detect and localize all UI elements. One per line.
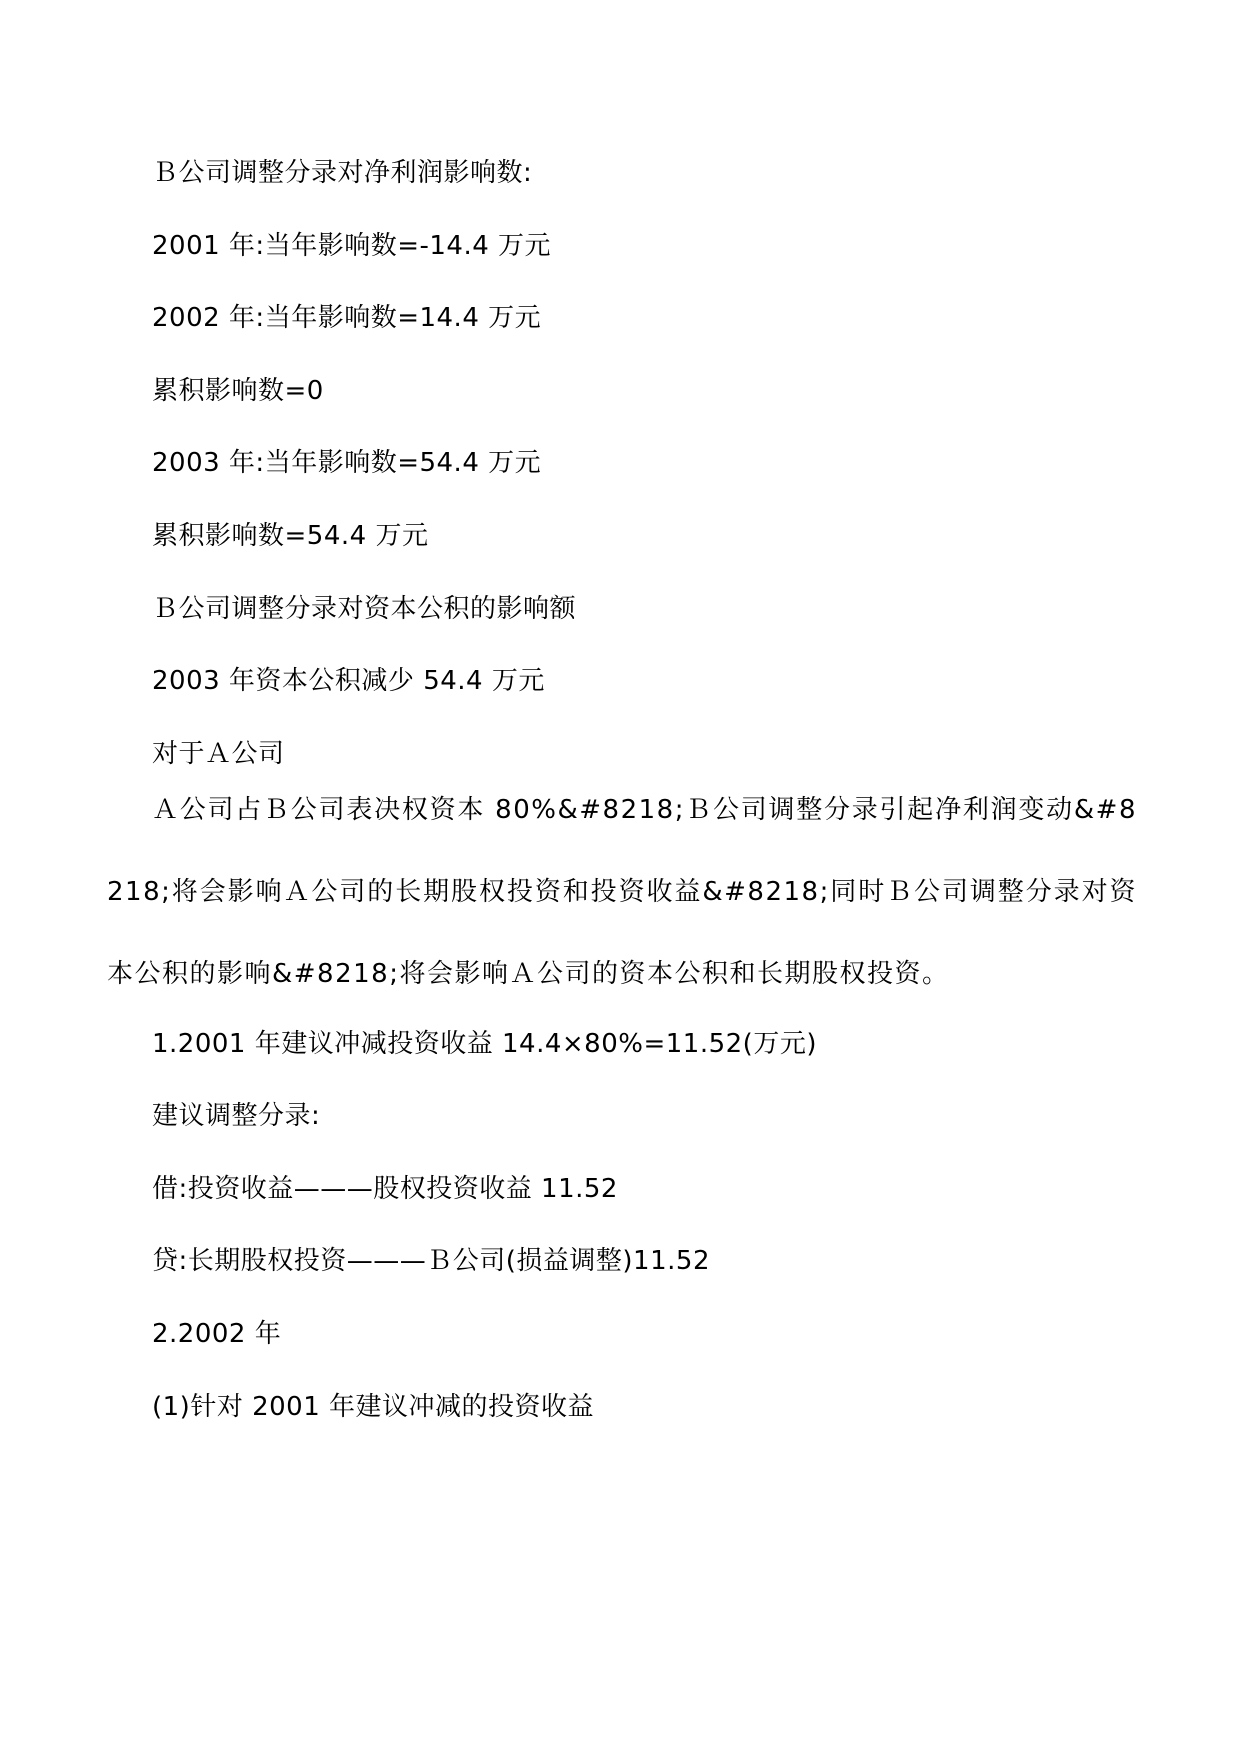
text-line-2003-impact: 2003 年:当年影响数=54.4 万元 <box>152 448 542 478</box>
text-line-2002-heading: 2.2002 年 <box>152 1319 282 1349</box>
text-line-cumulative-impact-544: 累积影响数=54.4 万元 <box>152 521 429 551</box>
text-line-b-company-net-profit-impact: Ｂ公司调整分录对净利润影响数: <box>152 158 533 188</box>
text-line-2001-reduce-investment-income: 1.2001 年建议冲减投资收益 14.4×80%=11.52(万元) <box>152 1029 817 1059</box>
text-line-credit-entry: 贷:长期股权投资———Ｂ公司(损益调整)11.52 <box>152 1246 710 1276</box>
text-line-2001-impact: 2001 年:当年影响数=-14.4 万元 <box>152 231 552 261</box>
text-line-2002-impact: 2002 年:当年影响数=14.4 万元 <box>152 303 542 333</box>
text-line-2003-capital-reserve: 2003 年资本公积减少 54.4 万元 <box>152 666 545 696</box>
text-line-cumulative-impact-zero: 累积影响数=0 <box>152 376 324 406</box>
text-line-capital-reserve-impact: Ｂ公司调整分录对资本公积的影响额 <box>152 594 577 624</box>
text-line-debit-entry: 借:投资收益———股权投资收益 11.52 <box>152 1174 618 1204</box>
text-line-2002-item-1: (1)针对 2001 年建议冲减的投资收益 <box>152 1392 595 1422</box>
text-line-about-a-company: 对于Ａ公司 <box>152 739 285 769</box>
text-line-adjustment-entry-heading: 建议调整分录: <box>152 1101 321 1131</box>
paragraph-a-company-effects: Ａ公司占Ｂ公司表决权资本 80%&#8218;Ｂ公司调整分录引起净利润变动&#8218;将会影响Ａ公司的长期股权投资和投资收益&#8218;同时Ｂ公司调整分录对资本公积的影响&#8218;将会影响Ａ公司的资本公积和长期股权投资。 <box>107 795 1137 989</box>
